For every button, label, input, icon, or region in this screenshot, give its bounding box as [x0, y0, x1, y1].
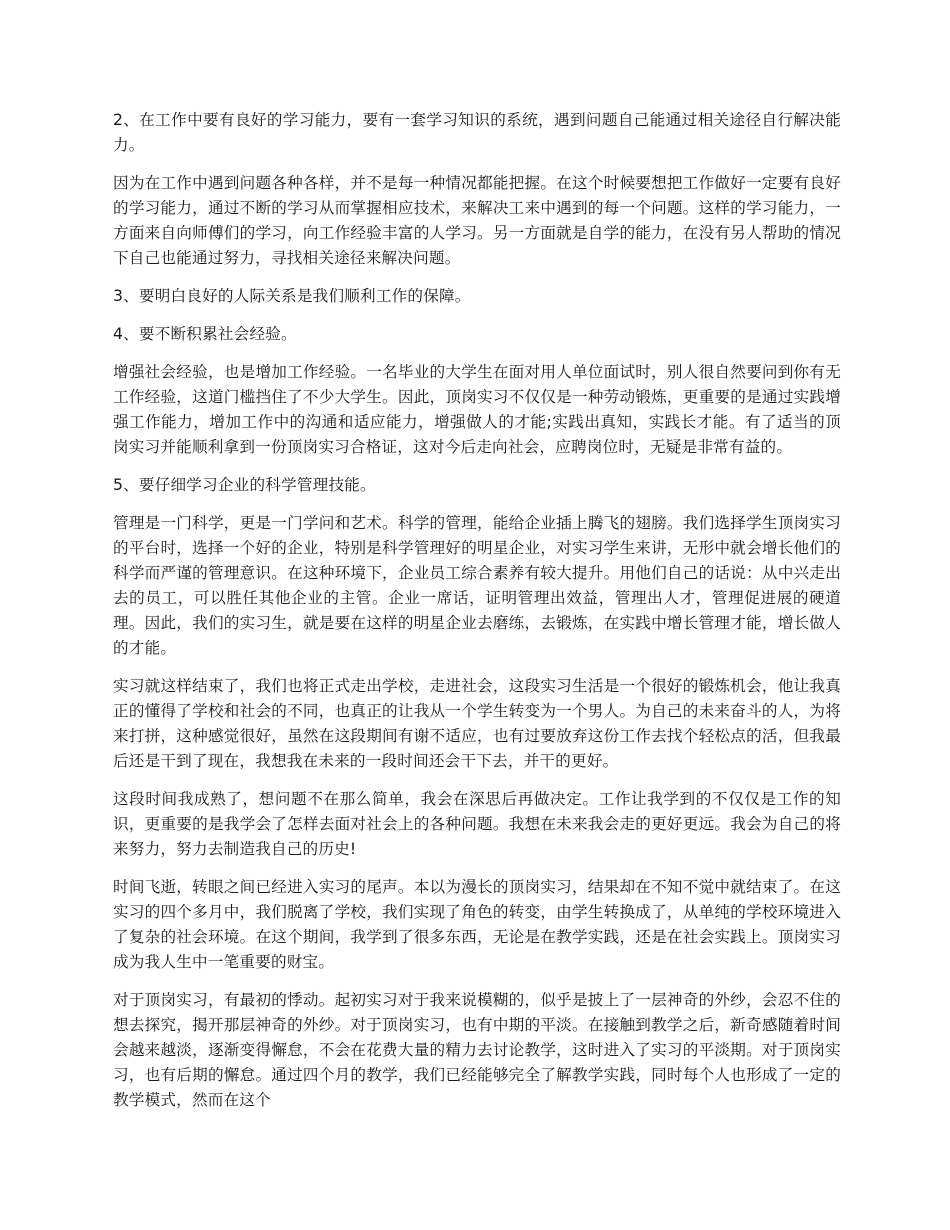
paragraph-9: 这段时间我成熟了，想问题不在那么简单，我会在深思后再做决定。工作让我学到的不仅仅是工作的知识，更重要的是我学会了怎样去面对社会上的各种问题。我想在未来我会走的更好更远。我会为自己的将来努力，努力去制造我自己的历史!	[113, 790, 841, 858]
paragraph-1: 2、在工作中要有良好的学习能力，要有一套学习知识的系统，遇到问题自己能通过相关途径自行解决能力。	[113, 111, 841, 154]
paragraph-6: 5、要仔细学习企业的科学管理技能。	[113, 476, 376, 494]
paragraph-7: 管理是一门科学，更是一门学问和艺术。科学的管理，能给企业插上腾飞的翅膀。我们选择学生顶岗实习的平台时，选择一个好的企业，特别是科学管理好的明星企业，对实习学生来讲，无形中就会增长他们的科学而严谨的管理意识。在这种环境下，企业员工综合素养有较大提升。用他们自己的话说：从中兴走出去的员工，可以胜任其他企业的主管。企业一席话，证明管理出效益，管理出人才，管理促进展的硬道理。因此，我们的实习生，就是要在这样的明星企业去磨练，去锻炼，在实践中增长管理才能，增长做人的才能。	[113, 514, 841, 657]
paragraph-10: 时间飞逝，转眼之间已经进入实习的尾声。本以为漫长的顶岗实习，结果却在不知不觉中就结束了。在这实习的四个多月中，我们脱离了学校，我们实现了角色的转变，由学生转换成了，从单纯的学校环境进入了复杂的社会环境。在这个期间，我学到了很多东西，无论是在教学实践，还是在社会实践上。顶岗实习成为我人生中一笔重要的财宝。	[113, 878, 841, 971]
document-page	[113, 108, 841, 1126]
paragraph-2: 因为在工作中遇到问题各种各样，并不是每一种情况都能把握。在这个时候要想把工作做好一定要有良好的学习能力，通过不断的学习从而掌握相应技术，来解决工来中遇到的每一个问题。这样的学习能力，一方面来自向师傅们的学习，向工作经验丰富的人学习。另一方面就是自学的能力，在没有另人帮助的情况下自己也能通过努力，寻找相关途径来解决问题。	[113, 174, 841, 267]
paragraph-5: 增强社会经验，也是增加工作经验。一名毕业的大学生在面对用人单位面试时，别人很自然要问到你有无工作经验，这道门槛挡住了不少大学生。因此，顶岗实习不仅仅是一种劳动锻炼，更重要的是通过实践增强工作能力，增加工作中的沟通和适应能力，增强做人的才能;实践出真知，实践长才能。有了适当的顶岗实习并能顺利拿到一份顶岗实习合格证，这对今后走向社会，应聘岗位时，无疑是非常有益的。	[113, 363, 841, 456]
paragraph-4: 4、要不断积累社会经验。	[113, 325, 297, 343]
paragraph-3: 3、要明白良好的人际关系是我们顺利工作的保障。	[113, 287, 471, 305]
paragraph-8: 实习就这样结束了，我们也将正式走出学校，走进社会，这段实习生活是一个很好的锻炼机会，他让我真正的懂得了学校和社会的不同，也真正的让我从一个学生转变为一个男人。为自己的未来奋斗的人，为将来打拼，这种感觉很好，虽然在这段期间有谢不适应，也有过要放弃这份工作去找个轻松点的活，但我最后还是干到了现在，我想我在未来的一段时间还会干下去，并干的更好。	[113, 677, 841, 770]
paragraph-11: 对于顶岗实习，有最初的悸动。起初实习对于我来说模糊的，似乎是披上了一层神奇的外纱，会忍不住的想去探究，揭开那层神奇的外纱。对于顶岗实习，也有中期的平淡。在接触到教学之后，新奇感随着时间会越来越淡，逐渐变得懈怠，不会在花费大量的精力去讨论教学，这时进入了实习的平淡期。对于顶岗实习，也有后期的懈怠。通过四个月的教学，我们已经能够完全了解教学实践，同时每个人也形成了一定的教学模式，然而在这个	[113, 991, 841, 1109]
